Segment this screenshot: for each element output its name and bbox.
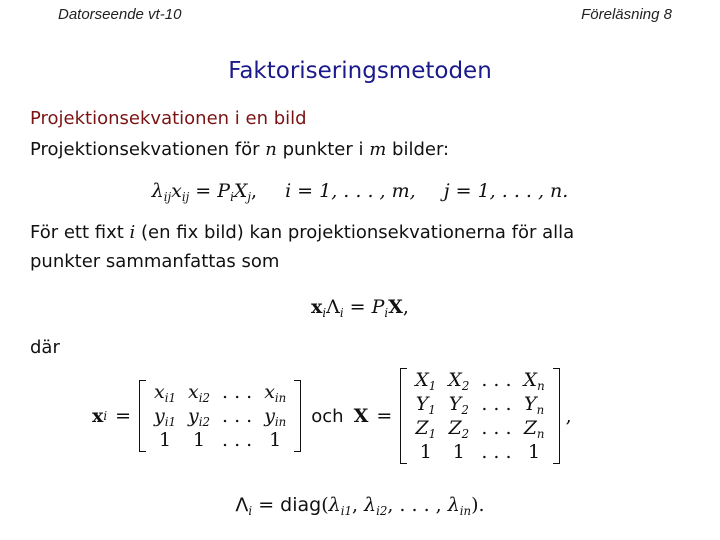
matrix-X-cell bbox=[518, 368, 551, 392]
eq3-lambda-2: λ bbox=[364, 494, 377, 516]
matrix-X-cell bbox=[475, 440, 517, 464]
equation-projection bbox=[0, 180, 720, 205]
matrix-X-cell bbox=[518, 440, 551, 464]
matrix-x-cell-base: . . . bbox=[221, 381, 253, 403]
matrix-X-cell bbox=[442, 368, 475, 392]
matrix-x-row bbox=[148, 380, 292, 404]
eq1-range-j: j = 1, . . . , n. bbox=[443, 180, 569, 202]
matrix-x-cell-base: y bbox=[264, 405, 275, 427]
matrix-x-cell bbox=[258, 380, 292, 404]
matrix-x-cell-sub: i1 bbox=[164, 415, 176, 430]
projection-suffix: bilder: bbox=[386, 139, 450, 160]
eq1-sub-i: i bbox=[230, 190, 234, 205]
para-part1: För ett fixt bbox=[30, 222, 130, 243]
matrix-x-cell-base: y bbox=[154, 405, 165, 427]
matrix-x-cell-base: x bbox=[264, 381, 275, 403]
equation-diag bbox=[0, 494, 720, 519]
matrix-X-cell bbox=[518, 392, 551, 416]
eq3-lambda-3: λ bbox=[447, 494, 460, 516]
header-lecture: Föreläsning 8 bbox=[581, 6, 672, 23]
matrix-X-cell-sub: 2 bbox=[461, 379, 470, 394]
matrix-X-cell-base: X bbox=[523, 369, 538, 391]
matrix-X-cell-base: Y bbox=[415, 393, 429, 415]
eq2-Lambda: Λ bbox=[326, 296, 340, 318]
matrix-x-cell bbox=[148, 404, 182, 428]
eq3-equals: = bbox=[252, 494, 281, 516]
eq1-equals: = bbox=[189, 180, 218, 202]
paragraph-line-1 bbox=[30, 222, 574, 243]
eq3-dots: , . . . , bbox=[387, 494, 448, 516]
eq1-sub-ij: ij bbox=[163, 190, 172, 205]
matrix-x-cell bbox=[182, 404, 216, 428]
eq3-sub-2: i2 bbox=[376, 504, 388, 519]
matrix-x-cell-sub: i2 bbox=[198, 391, 210, 406]
matrix-x-cell-base: 1 bbox=[158, 429, 172, 451]
eq1-x: x bbox=[171, 180, 182, 202]
matrix-X-row bbox=[409, 368, 550, 392]
matrix-x-cell bbox=[182, 380, 216, 404]
matrix-X-cell-base: 1 bbox=[452, 441, 465, 463]
matrix-x-cell bbox=[216, 404, 258, 428]
matrix-X-row bbox=[409, 440, 550, 464]
projection-prefix: Projektionsekvationen för bbox=[30, 139, 266, 160]
matrix-X-cell-sub: 2 bbox=[461, 427, 470, 442]
matrix-definitions: x i = $x_{i1}$ $x_{i2}$ . . . $x_{in}$ $y_{i1}$ $y_{i2}$ . . . $y_{in}$ 1 1 . . . 1 och X = $X_1$ $X_2$ . . . $X_n$ $Y_1$ $Y_2$ . . . $Y_n$ $Z_1$ $Z_2$ . . . $Z_n$ 1 1 . . . 1 , bbox=[92, 369, 572, 463]
matrix-x-cell-base: x bbox=[154, 381, 165, 403]
eq1-sub-j: j bbox=[247, 190, 252, 205]
dar-label: där bbox=[30, 337, 60, 358]
matrix-X-cell-sub: n bbox=[537, 379, 545, 394]
matrix-X-cell-base: 1 bbox=[528, 441, 541, 463]
projection-mid: punkter i bbox=[276, 139, 370, 160]
eq1-sub-ij-2: ij bbox=[181, 190, 190, 205]
matrix-X-cell-sub: 1 bbox=[428, 403, 436, 418]
header-course: Datorseende vt-10 bbox=[58, 6, 182, 23]
var-n: n bbox=[265, 139, 277, 160]
eq2-sub-i: i bbox=[322, 306, 327, 321]
matrix-x-cell-base: x bbox=[188, 381, 199, 403]
eq3-diag: diag bbox=[280, 494, 322, 516]
matrix-x-table bbox=[148, 380, 292, 452]
matrix-X-cell-base: . . . bbox=[481, 393, 512, 415]
eq2-comma: , bbox=[402, 296, 409, 318]
eq2-equals: = bbox=[343, 296, 372, 318]
matrix-X-row bbox=[409, 392, 550, 416]
matrix-X-cell-sub: 1 bbox=[428, 427, 437, 442]
eq3-Lambda: Λ bbox=[235, 494, 249, 516]
matrix-X-cell bbox=[409, 392, 442, 416]
matrix-x-cell bbox=[258, 404, 292, 428]
matrix-x-cell-base: . . . bbox=[221, 405, 253, 427]
matrix-x-cell-base: 1 bbox=[269, 429, 282, 451]
eq2-X: X bbox=[388, 296, 403, 318]
para-part2: (en fix bild) kan projektionsekvationerna för alla bbox=[135, 222, 575, 243]
eq1-range-i: i = 1, . . . , m, bbox=[285, 180, 416, 202]
eq1-P: P bbox=[217, 180, 231, 202]
matrix-X-table bbox=[409, 368, 550, 464]
paragraph-line-2: punkter sammanfattas som bbox=[30, 251, 280, 272]
matrix-X bbox=[400, 368, 559, 464]
matrix-X-cell-sub: n bbox=[536, 403, 545, 418]
eq3-sub-i: i bbox=[248, 504, 253, 519]
mx-equals: = bbox=[115, 405, 132, 427]
eq3-sub-1: i1 bbox=[340, 504, 352, 519]
matrix-X-cell-base: Z bbox=[523, 417, 537, 439]
matrix-X-cell-base: X bbox=[448, 369, 462, 391]
mX-lhs: X bbox=[353, 405, 369, 427]
matrix-X-cell bbox=[475, 392, 517, 416]
eq1-lambda: λ bbox=[151, 180, 164, 202]
matrix-x-cell-base: 1 bbox=[192, 429, 206, 451]
matrix-X-cell bbox=[518, 416, 551, 440]
matrix-X-cell-base: Z bbox=[448, 417, 462, 439]
eq2-P: P bbox=[371, 296, 385, 318]
equation-stack bbox=[0, 296, 720, 321]
eq3-open: ( bbox=[321, 494, 329, 516]
matrix-X-cell bbox=[409, 416, 442, 440]
matrix-x-cell-base: . . . bbox=[221, 429, 253, 451]
matrix-X-cell-base: Z bbox=[415, 417, 429, 439]
matrix-x-cell-base: y bbox=[188, 405, 199, 427]
matrix-X-row bbox=[409, 416, 550, 440]
matrix-X-cell-sub: 1 bbox=[428, 379, 437, 394]
matrix-X-cell-base: X bbox=[415, 369, 429, 391]
projection-line bbox=[30, 139, 449, 160]
matrix-x-row bbox=[148, 404, 292, 428]
matrix-x-cell-sub: i1 bbox=[164, 391, 176, 406]
var-m: m bbox=[369, 139, 387, 160]
matrix-X-cell-sub: n bbox=[536, 427, 545, 442]
para-var-i: i bbox=[129, 222, 136, 243]
matrix-x-row bbox=[148, 428, 292, 452]
matrix-X-cell-base: Y bbox=[524, 393, 537, 415]
eq3-lambda-1: λ bbox=[328, 494, 341, 516]
matrix-X-cell bbox=[442, 416, 475, 440]
eq3-sub-3: in bbox=[459, 504, 472, 519]
matrix-x-cell-sub: i2 bbox=[198, 415, 210, 430]
matrix-X-cell bbox=[409, 368, 442, 392]
matrix-X-cell-base: . . . bbox=[481, 441, 512, 463]
och-label: och bbox=[311, 405, 344, 427]
eq3-sep: , bbox=[351, 494, 365, 516]
matrix-X-cell bbox=[475, 368, 517, 392]
matrix-X-cell bbox=[442, 392, 475, 416]
eq3-close: ). bbox=[471, 494, 485, 516]
mx-lhs-x: x bbox=[92, 405, 104, 427]
matrix-X-cell-base: 1 bbox=[419, 441, 432, 463]
matrix-X-cell-base: . . . bbox=[481, 369, 512, 391]
eq1-comma: , bbox=[251, 180, 258, 202]
eq2-x: x bbox=[311, 296, 323, 318]
matrix-x-cell bbox=[182, 428, 216, 452]
matrix-X-cell-sub: 2 bbox=[461, 403, 469, 418]
matrix-x-cell bbox=[148, 380, 182, 404]
eq2-sub-i-2: i bbox=[339, 306, 344, 321]
matrix-x-cell bbox=[148, 428, 182, 452]
mX-trailing: , bbox=[565, 405, 572, 427]
matrix-x-cell-sub: in bbox=[274, 415, 287, 430]
matrix-X-cell bbox=[409, 440, 442, 464]
section-heading: Projektionsekvationen i en bild bbox=[30, 108, 307, 129]
matrix-x-cell-sub: in bbox=[274, 391, 287, 406]
slide-title: Faktoriseringsmetoden bbox=[228, 58, 492, 84]
mX-equals: = bbox=[376, 405, 393, 427]
matrix-X-cell bbox=[442, 440, 475, 464]
matrix-x-cell bbox=[216, 380, 258, 404]
matrix-X-cell bbox=[475, 416, 517, 440]
matrix-x-cell bbox=[258, 428, 292, 452]
matrix-x-cell bbox=[216, 428, 258, 452]
matrix-X-cell-base: . . . bbox=[481, 417, 512, 439]
eq1-X: X bbox=[233, 180, 248, 202]
matrix-x bbox=[139, 380, 301, 452]
matrix-X-cell-base: Y bbox=[448, 393, 462, 415]
eq2-sub-i-3: i bbox=[384, 306, 389, 321]
